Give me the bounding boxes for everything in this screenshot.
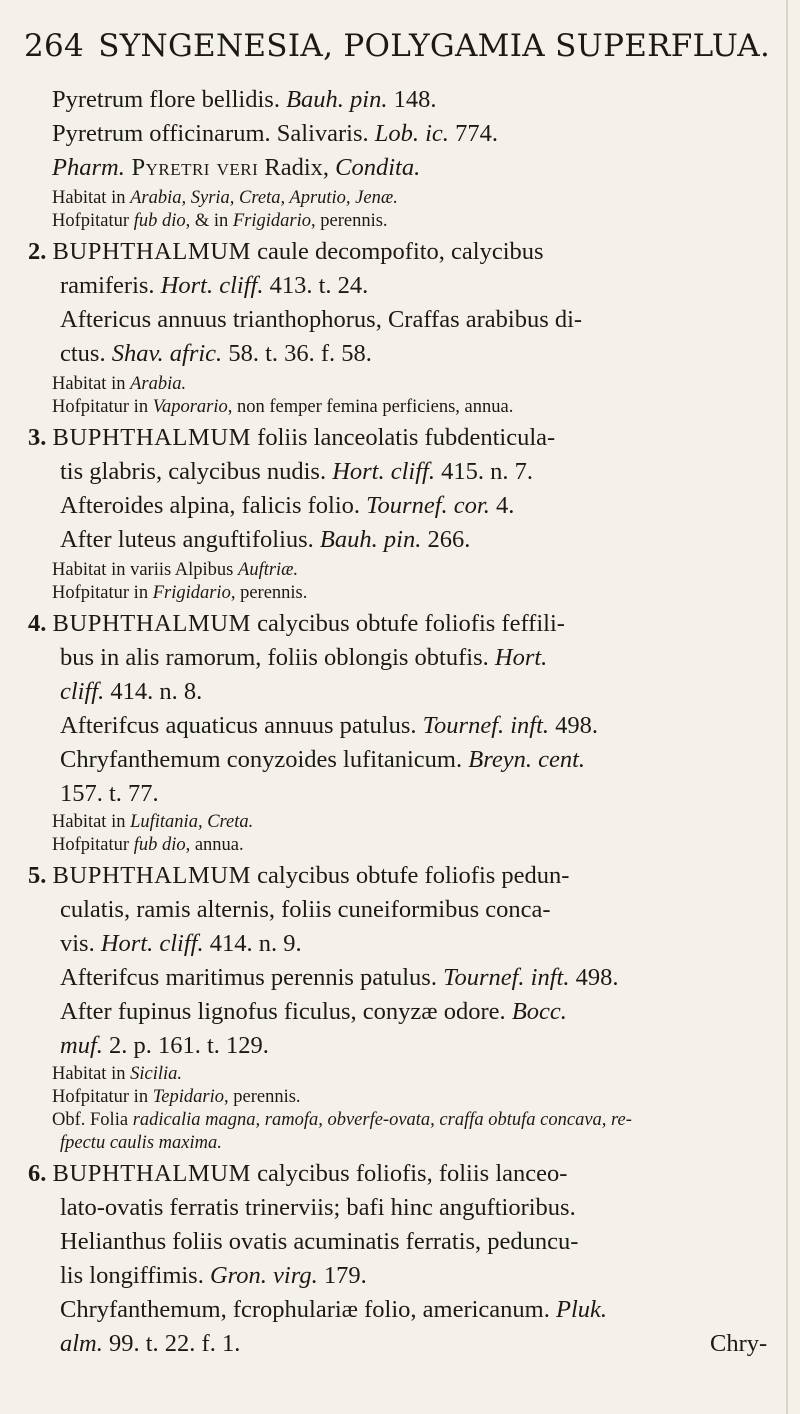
entry-4-line-1: 4. BUPHTHALMUM calycibus obtufe foliofis feffili- — [28, 610, 565, 637]
entry-3-line-2: tis glabris, calycibus nudis. Hort. cliff. 415. n. 7. — [60, 458, 533, 485]
catchword: Chry- — [710, 1330, 768, 1357]
entry-5-line-5: After fupinus lignofus ficulus, conyzæ odore. Bocc. — [60, 998, 567, 1025]
entry-1-line-3: Pharm. Pyretri veri Radix, Condita. — [52, 154, 421, 181]
entry-1-note-2: Hofpitatur fub dio, & in Frigidario, perennis. — [52, 211, 388, 231]
entry-4-line-3: cliff. 414. n. 8. — [60, 678, 203, 705]
entry-6-line-5: Chryfanthemum, fcrophulariæ folio, americanum. Pluk. — [60, 1296, 608, 1323]
entry-2-note-2: Hofpitatur in Vaporario, non femper femina perficiens, annua. — [52, 397, 514, 417]
entry-5-note-1: Habitat in Sicilia. — [52, 1064, 182, 1084]
entry-6-line-1: 6. BUPHTHALMUM calycibus foliofis, foliis lanceo- — [28, 1160, 568, 1187]
entry-4-number: 4. — [28, 610, 47, 637]
entry-4-note-1: Habitat in Lufitania, Creta. — [52, 812, 254, 832]
entry-5-note-4: fpectu caulis maxima. — [60, 1133, 222, 1153]
entry-5-note-3: Obf. Folia radicalia magna, ramofa, obverfe-ovata, craffa obtufa concava, re- — [52, 1110, 632, 1130]
entry-4-line-4: Afterifcus aquaticus annuus patulus. Tournef. inft. 498. — [60, 712, 599, 739]
entry-4-line-5: Chryfanthemum conyzoides lufitanicum. Breyn. cent. — [60, 746, 586, 773]
entry-3-line-1: 3. BUPHTHALMUM foliis lanceolatis fubdenticula- — [28, 424, 556, 451]
entry-1-line-2: Pyretrum officinarum. Salivaris. Lob. ic. 774. — [52, 120, 498, 147]
entry-6-line-2: lato-ovatis ferratis trinerviis; bafi hinc anguftioribus. — [60, 1194, 576, 1221]
entry-5-line-6: muf. 2. p. 161. t. 129. — [60, 1032, 269, 1059]
entry-2-line-2: ramiferis. Hort. cliff. 413. t. 24. — [60, 272, 369, 299]
entry-6-line-3: Helianthus foliis ovatis acuminatis ferratis, peduncu- — [60, 1228, 579, 1255]
entry-5-note-2: Hofpitatur in Tepidario, perennis. — [52, 1087, 301, 1107]
entry-1-note-1: Habitat in Arabia, Syria, Creta, Aprutio, Jenæ. — [52, 188, 398, 208]
entry-6-number: 6. — [28, 1160, 47, 1187]
entry-6-line-6: alm. 99. t. 22. f. 1. — [60, 1330, 241, 1357]
entry-4-note-2: Hofpitatur fub dio, annua. — [52, 835, 244, 855]
entry-4-line-2: bus in alis ramorum, foliis oblongis obtufis. Hort. — [60, 644, 548, 671]
entry-5-line-1: 5. BUPHTHALMUM calycibus obtufe foliofis pedun- — [28, 862, 570, 889]
entry-5-line-3: vis. Hort. cliff. 414. n. 9. — [60, 930, 302, 957]
running-header — [24, 28, 784, 64]
entry-3-note-1: Habitat in variis Alpibus Auftriæ. — [52, 560, 299, 580]
entry-3-line-3: Afteroides alpina, falicis folio. Tournef. cor. 4. — [60, 492, 515, 519]
entry-3-line-4: After luteus anguftifolius. Bauh. pin. 266. — [60, 526, 471, 553]
entry-4-line-6: 157. t. 77. — [60, 780, 159, 807]
entry-5-line-2: culatis, ramis alternis, foliis cuneiformibus conca- — [60, 896, 551, 923]
entry-5-line-4: Afterifcus maritimus perennis patulus. Tournef. inft. 498. — [60, 964, 619, 991]
entry-2-line-1: 2. BUPHTHALMUM caule decompofito, calycibus — [28, 238, 544, 265]
entry-2-line-3: Aftericus annuus trianthophorus, Craffas arabibus di- — [60, 306, 583, 333]
entry-5-number: 5. — [28, 862, 47, 889]
entry-6-line-4: lis longiffimis. Gron. virg. 179. — [60, 1262, 367, 1289]
page-edge-shadow — [786, 0, 788, 1414]
entry-3-note-2: Hofpitatur in Frigidario, perennis. — [52, 583, 308, 603]
entry-2-line-4: ctus. Shav. afric. 58. t. 36. f. 58. — [60, 340, 372, 367]
entry-1-line-1: Pyretrum flore bellidis. Bauh. pin. 148. — [52, 86, 437, 113]
page-number: 264 — [24, 28, 85, 64]
entry-3-number: 3. — [28, 424, 47, 451]
running-title: SYNGENESIA, POLYGAMIA SUPERFLUA. — [98, 28, 771, 64]
entry-2-number: 2. — [28, 238, 47, 265]
entry-2-note-1: Habitat in Arabia. — [52, 374, 187, 394]
